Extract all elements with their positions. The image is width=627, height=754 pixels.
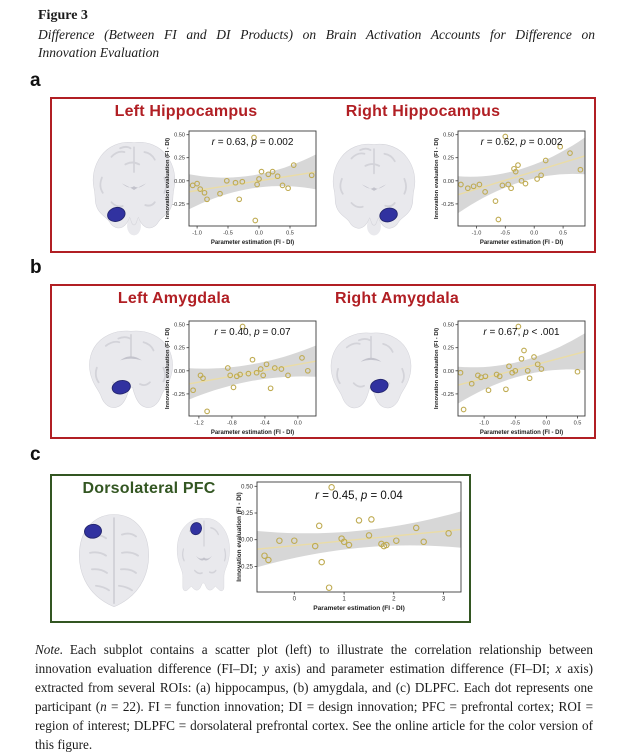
title-left-amygdala: Left Amygdala (117, 290, 231, 307)
svg-text:Parameter estimation (FI - DI): Parameter estimation (FI - DI) (479, 430, 564, 436)
title-dorsolateral-pfc: Dorsolateral PFC (82, 480, 216, 497)
svg-text:0.50: 0.50 (443, 132, 454, 139)
svg-text:0.25: 0.25 (443, 345, 454, 352)
title-right-amygdala: Right Amygdala (335, 290, 459, 307)
svg-text:-0.25: -0.25 (172, 391, 185, 398)
svg-text:0: 0 (292, 595, 297, 603)
svg-text:-1.2: -1.2 (194, 420, 204, 427)
svg-text:-0.4: -0.4 (260, 420, 270, 427)
panel-a-letter: a (30, 70, 41, 91)
svg-text:0.5: 0.5 (559, 230, 567, 237)
svg-text:0.50: 0.50 (240, 483, 253, 491)
svg-text:r = 0.45, p = 0.04: r = 0.45, p = 0.04 (315, 490, 403, 502)
scatter-dlpfc (234, 476, 464, 622)
svg-text:0.00: 0.00 (443, 178, 454, 185)
svg-text:0.25: 0.25 (174, 345, 185, 352)
panel-b-letter: b (30, 257, 42, 278)
svg-text:Innovation evaluation (FI - DI: Innovation evaluation (FI - DI) (434, 327, 440, 410)
svg-text:0.00: 0.00 (443, 368, 454, 375)
svg-text:Innovation evaluation (FI - DI: Innovation evaluation (FI - DI) (434, 137, 440, 220)
svg-text:-0.25: -0.25 (172, 201, 185, 208)
svg-text:Innovation evaluation (FI - DI: Innovation evaluation (FI - DI) (165, 327, 171, 410)
svg-text:r = 0.63, p = 0.002: r = 0.63, p = 0.002 (211, 137, 294, 148)
svg-text:0.50: 0.50 (174, 132, 185, 139)
scatter-right-hippocampus (431, 124, 589, 248)
svg-text:1: 1 (342, 595, 346, 603)
figure-caption (38, 26, 595, 62)
svg-text:0.5: 0.5 (286, 230, 294, 237)
svg-text:0.00: 0.00 (240, 536, 253, 544)
svg-text:0.25: 0.25 (240, 510, 253, 517)
svg-text:0.00: 0.00 (174, 368, 185, 375)
brain-coronal-dlpfc (171, 513, 237, 605)
svg-text:r = 0.62, p = 0.002: r = 0.62, p = 0.002 (480, 137, 563, 148)
svg-text:-0.8: -0.8 (227, 420, 237, 427)
svg-text:r = 0.67, p < .001: r = 0.67, p < .001 (483, 327, 560, 338)
panel-c-box (50, 474, 471, 623)
figure-note (35, 640, 593, 754)
svg-text:0.0: 0.0 (255, 230, 263, 237)
svg-text:Parameter estimation (FI - DI): Parameter estimation (FI - DI) (313, 605, 405, 612)
scatter-left-amygdala (162, 314, 320, 438)
note-segment: n (100, 699, 107, 714)
note-segment: axis) and parameter estimation difference (FI–DI; (269, 661, 556, 676)
svg-text:r = 0.40, p = 0.07: r = 0.40, p = 0.07 (214, 327, 291, 338)
panel-b-box (50, 284, 596, 439)
svg-text:-0.25: -0.25 (238, 563, 253, 571)
note-segment: Note. (35, 642, 64, 657)
svg-text:Innovation evaluation (FI - DI: Innovation evaluation (FI - DI) (165, 137, 171, 220)
svg-text:Parameter estimation (FI - DI): Parameter estimation (FI - DI) (479, 240, 564, 246)
svg-text:-1.0: -1.0 (479, 420, 489, 427)
panel-c-letter: c (30, 444, 41, 465)
svg-text:Parameter estimation (FI - DI): Parameter estimation (FI - DI) (210, 430, 295, 436)
svg-text:3: 3 (441, 595, 446, 603)
note-segment: x (555, 661, 562, 676)
svg-text:-0.25: -0.25 (441, 391, 454, 398)
figure-number: Figure 3 (38, 8, 88, 23)
note-segment: Each subplot contains a scatter plot (left) to illustrate the correlation relationship between innovation evaluation difference (FI–DI; (35, 642, 593, 676)
svg-text:0.5: 0.5 (573, 420, 582, 427)
title-left-hippocampus: Left Hippocampus (114, 103, 258, 120)
svg-text:0.25: 0.25 (443, 155, 454, 162)
svg-text:-0.5: -0.5 (500, 230, 511, 237)
svg-text:0.50: 0.50 (174, 322, 185, 329)
scatter-right-amygdala (431, 314, 589, 438)
note-segment: y (263, 661, 270, 676)
svg-text:-0.5: -0.5 (223, 230, 233, 237)
svg-text:0.0: 0.0 (530, 230, 539, 237)
svg-text:0.0: 0.0 (294, 420, 302, 427)
title-right-hippocampus: Right Hippocampus (345, 103, 501, 120)
svg-text:0.00: 0.00 (174, 178, 185, 185)
figure-caption-line1: Difference (Between FI and DI Products) on Brain Activation Accounts for Difference on (38, 27, 595, 42)
svg-text:-1.0: -1.0 (192, 230, 202, 237)
scatter-left-hippocampus (162, 124, 320, 248)
svg-text:-0.25: -0.25 (441, 201, 454, 208)
panel-a-box (50, 97, 596, 253)
svg-text:0.0: 0.0 (542, 420, 551, 427)
svg-text:0.25: 0.25 (174, 155, 185, 162)
brain-coronal-right-hippocampus (322, 138, 426, 242)
svg-text:Parameter estimation (FI - DI): Parameter estimation (FI - DI) (210, 240, 295, 246)
note-segment: axis) extracted from several ROIs: (a) hippocampus, (b) amygdala, and (c) DLPFC. Each dot represents one participant ( (35, 661, 593, 714)
svg-text:Innovation evaluation (FI - DI: Innovation evaluation (FI - DI) (236, 492, 243, 582)
brain-coronal-right-amygdala (319, 326, 423, 426)
svg-text:2: 2 (392, 595, 396, 603)
svg-text:-0.5: -0.5 (510, 420, 521, 427)
brain-axial-dlpfc (64, 509, 164, 615)
svg-text:-1.0: -1.0 (471, 230, 482, 237)
figure-caption-line2: Innovation Evaluation (38, 44, 160, 60)
note-segment: = 22). FI = function innovation; DI = design innovation; PFC = prefrontal cortex; ROI = region of interest; DLPFC = dorsolateral prefrontal cortex. See the online article for the color version of this figure. (35, 699, 594, 752)
svg-text:0.50: 0.50 (443, 322, 454, 329)
